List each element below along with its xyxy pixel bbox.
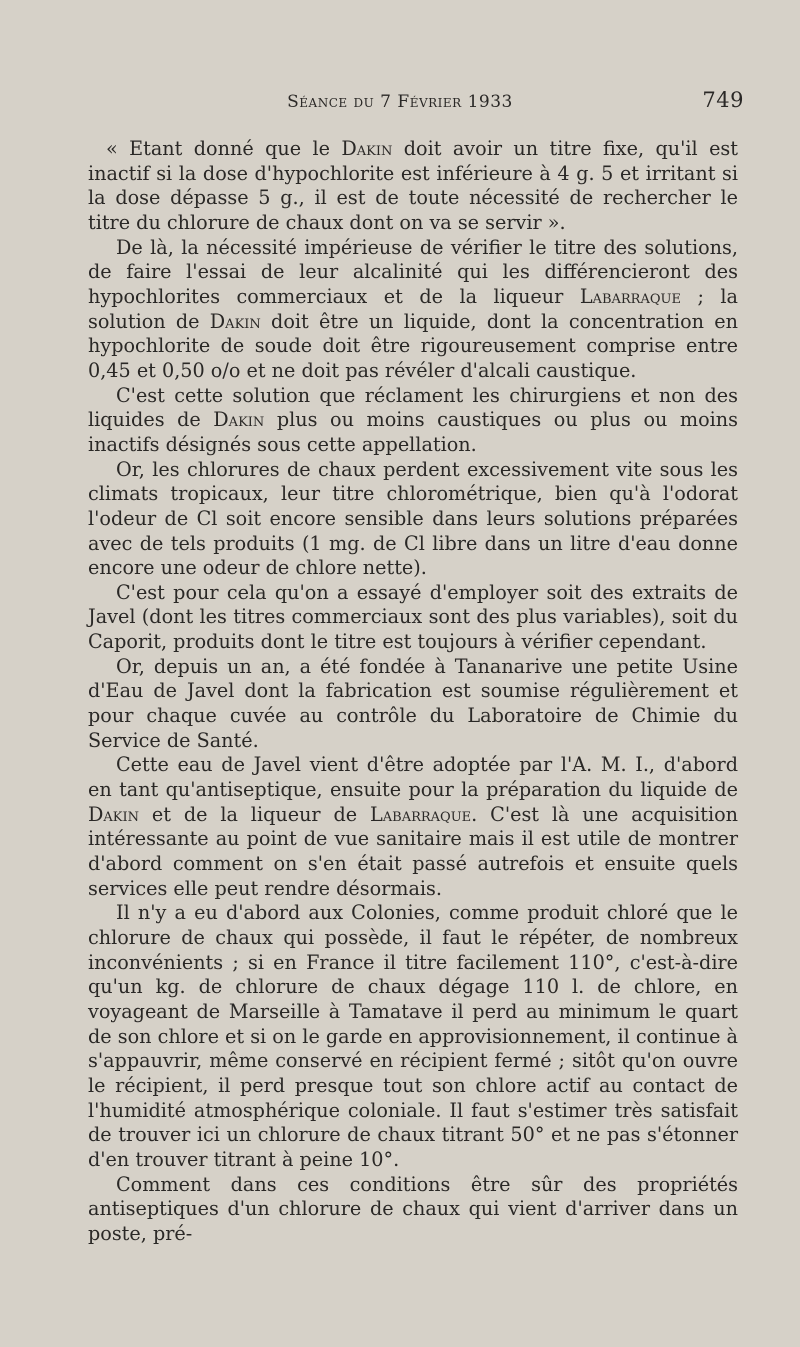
- text-segment: et de la liqueur de: [139, 802, 371, 826]
- running-head: [0, 88, 800, 118]
- text-segment: Or, les chlorures de chaux perdent excessivement vite sous les climats tropicaux, leur titre chlorométrique, bien qu'à l'odorat l'odeur de Cl soit encore sensible dans leurs solutions préparées avec de tels produits (1 mg. de Cl libre dans un litre d'eau donne encore une odeur de chlore nette).: [88, 457, 738, 580]
- paragraph: [88, 753, 738, 901]
- text-segment: « Etant donné que le: [106, 137, 342, 160]
- text-segment: Comment dans ces conditions être sûr des propriétés antiseptiques d'un chlorure de chaux qui vient d'arriver dans un poste, pré-: [88, 1172, 738, 1245]
- paragraph: [88, 655, 738, 754]
- paragraph: [88, 137, 738, 236]
- text-segment: Cette eau de Javel vient d'être adoptée par l'A. M. I., d'abord en tant qu'antiseptique, ensuite pour la préparation du liquide de: [88, 753, 738, 802]
- small-caps-name: Dakin: [209, 309, 261, 333]
- text-segment: C'est pour cela qu'on a essayé d'employer soit des extraits de Javel (dont les titres commerciaux sont des plus variables), soit du Caporit, produits dont le titre est toujours à vérifier cependant.: [88, 580, 738, 654]
- text-segment: doit avoir un titre fixe, qu'il est inactif si la dose d'hypochlorite est inférieure à 4 g. 5 et irritant si la dose dépasse 5 g., il est de toute nécessité de rechercher le titre du chlorure de chaux dont on va se servir ».: [88, 137, 738, 234]
- paragraph: [88, 384, 738, 458]
- text-segment: De là, la nécessité impérieuse de vérifier le titre des solutions, de faire l'essai de leur alcalinité qui les différencieront des hypochlorites commerciaux et de la liqueur: [88, 235, 738, 308]
- small-caps-name: Labarraque: [579, 284, 681, 308]
- paragraph: [88, 236, 738, 384]
- text-segment: plus ou moins caustiques ou plus ou moins inactifs désignés sous cette appellation.: [88, 408, 738, 456]
- paragraph: [88, 1173, 738, 1247]
- paragraph: [88, 581, 738, 655]
- text-segment: Or, depuis un an, a été fondée à Tananarive une petite Usine d'Eau de Javel dont la fabrication est soumise régulièrement et pour chaque cuvée au contrôle du Laboratoire de Chimie du Service de Santé.: [88, 654, 738, 752]
- running-title: Séance du 7 Février 1933: [287, 92, 513, 112]
- page-number: 749: [702, 88, 744, 112]
- text-segment: ; la solution de: [88, 284, 738, 333]
- body-text: [88, 137, 738, 1247]
- small-caps-name: Dakin: [341, 137, 393, 160]
- small-caps-name: Labarraque: [370, 802, 472, 826]
- small-caps-name: Dakin: [88, 802, 139, 826]
- small-caps-name: Dakin: [213, 408, 265, 432]
- text-segment: Il n'y a eu d'abord aux Colonies, comme produit chloré que le chlorure de chaux qui possède, il faut le répéter, de nombreux inconvénients ; si en France il titre facilement 110°, c'est-à-dire qu'un kg. de chlorure de chaux dégage 110 l. de chlore, en voyageant de Marseille à Tamatave il perd au minimum le quart de son chlore et si on le garde en approvisionnement, il continue à s'appauvrir, même conservé en récipient fermé ; sitôt qu'on ouvre le récipient, il perd presque tout son chlore actif au contact de l'humidité atmosphérique coloniale. Il faut s'estimer très satisfait de trouver ici un chlorure de chaux titrant 50° et ne pas s'étonner d'en trouver titrant à peine 10°.: [88, 901, 738, 1171]
- text-segment: . C'est là une acquisition intéressante au point de vue sanitaire mais il est utile de montrer d'abord comment on s'en était passé autrefois et ensuite quels services elle peut rendre désormais.: [88, 802, 739, 900]
- paragraph: [88, 901, 738, 1172]
- text-segment: C'est cette solution que réclament les chirurgiens et non des liquides de: [88, 383, 738, 432]
- text-segment: doit être un liquide, dont la concentration en hypochlorite de soude doit être rigoureusement comprise entre 0,45 et 0,50 o/o et ne doit pas révéler d'alcali caustique.: [88, 309, 738, 382]
- paragraph: [88, 458, 738, 581]
